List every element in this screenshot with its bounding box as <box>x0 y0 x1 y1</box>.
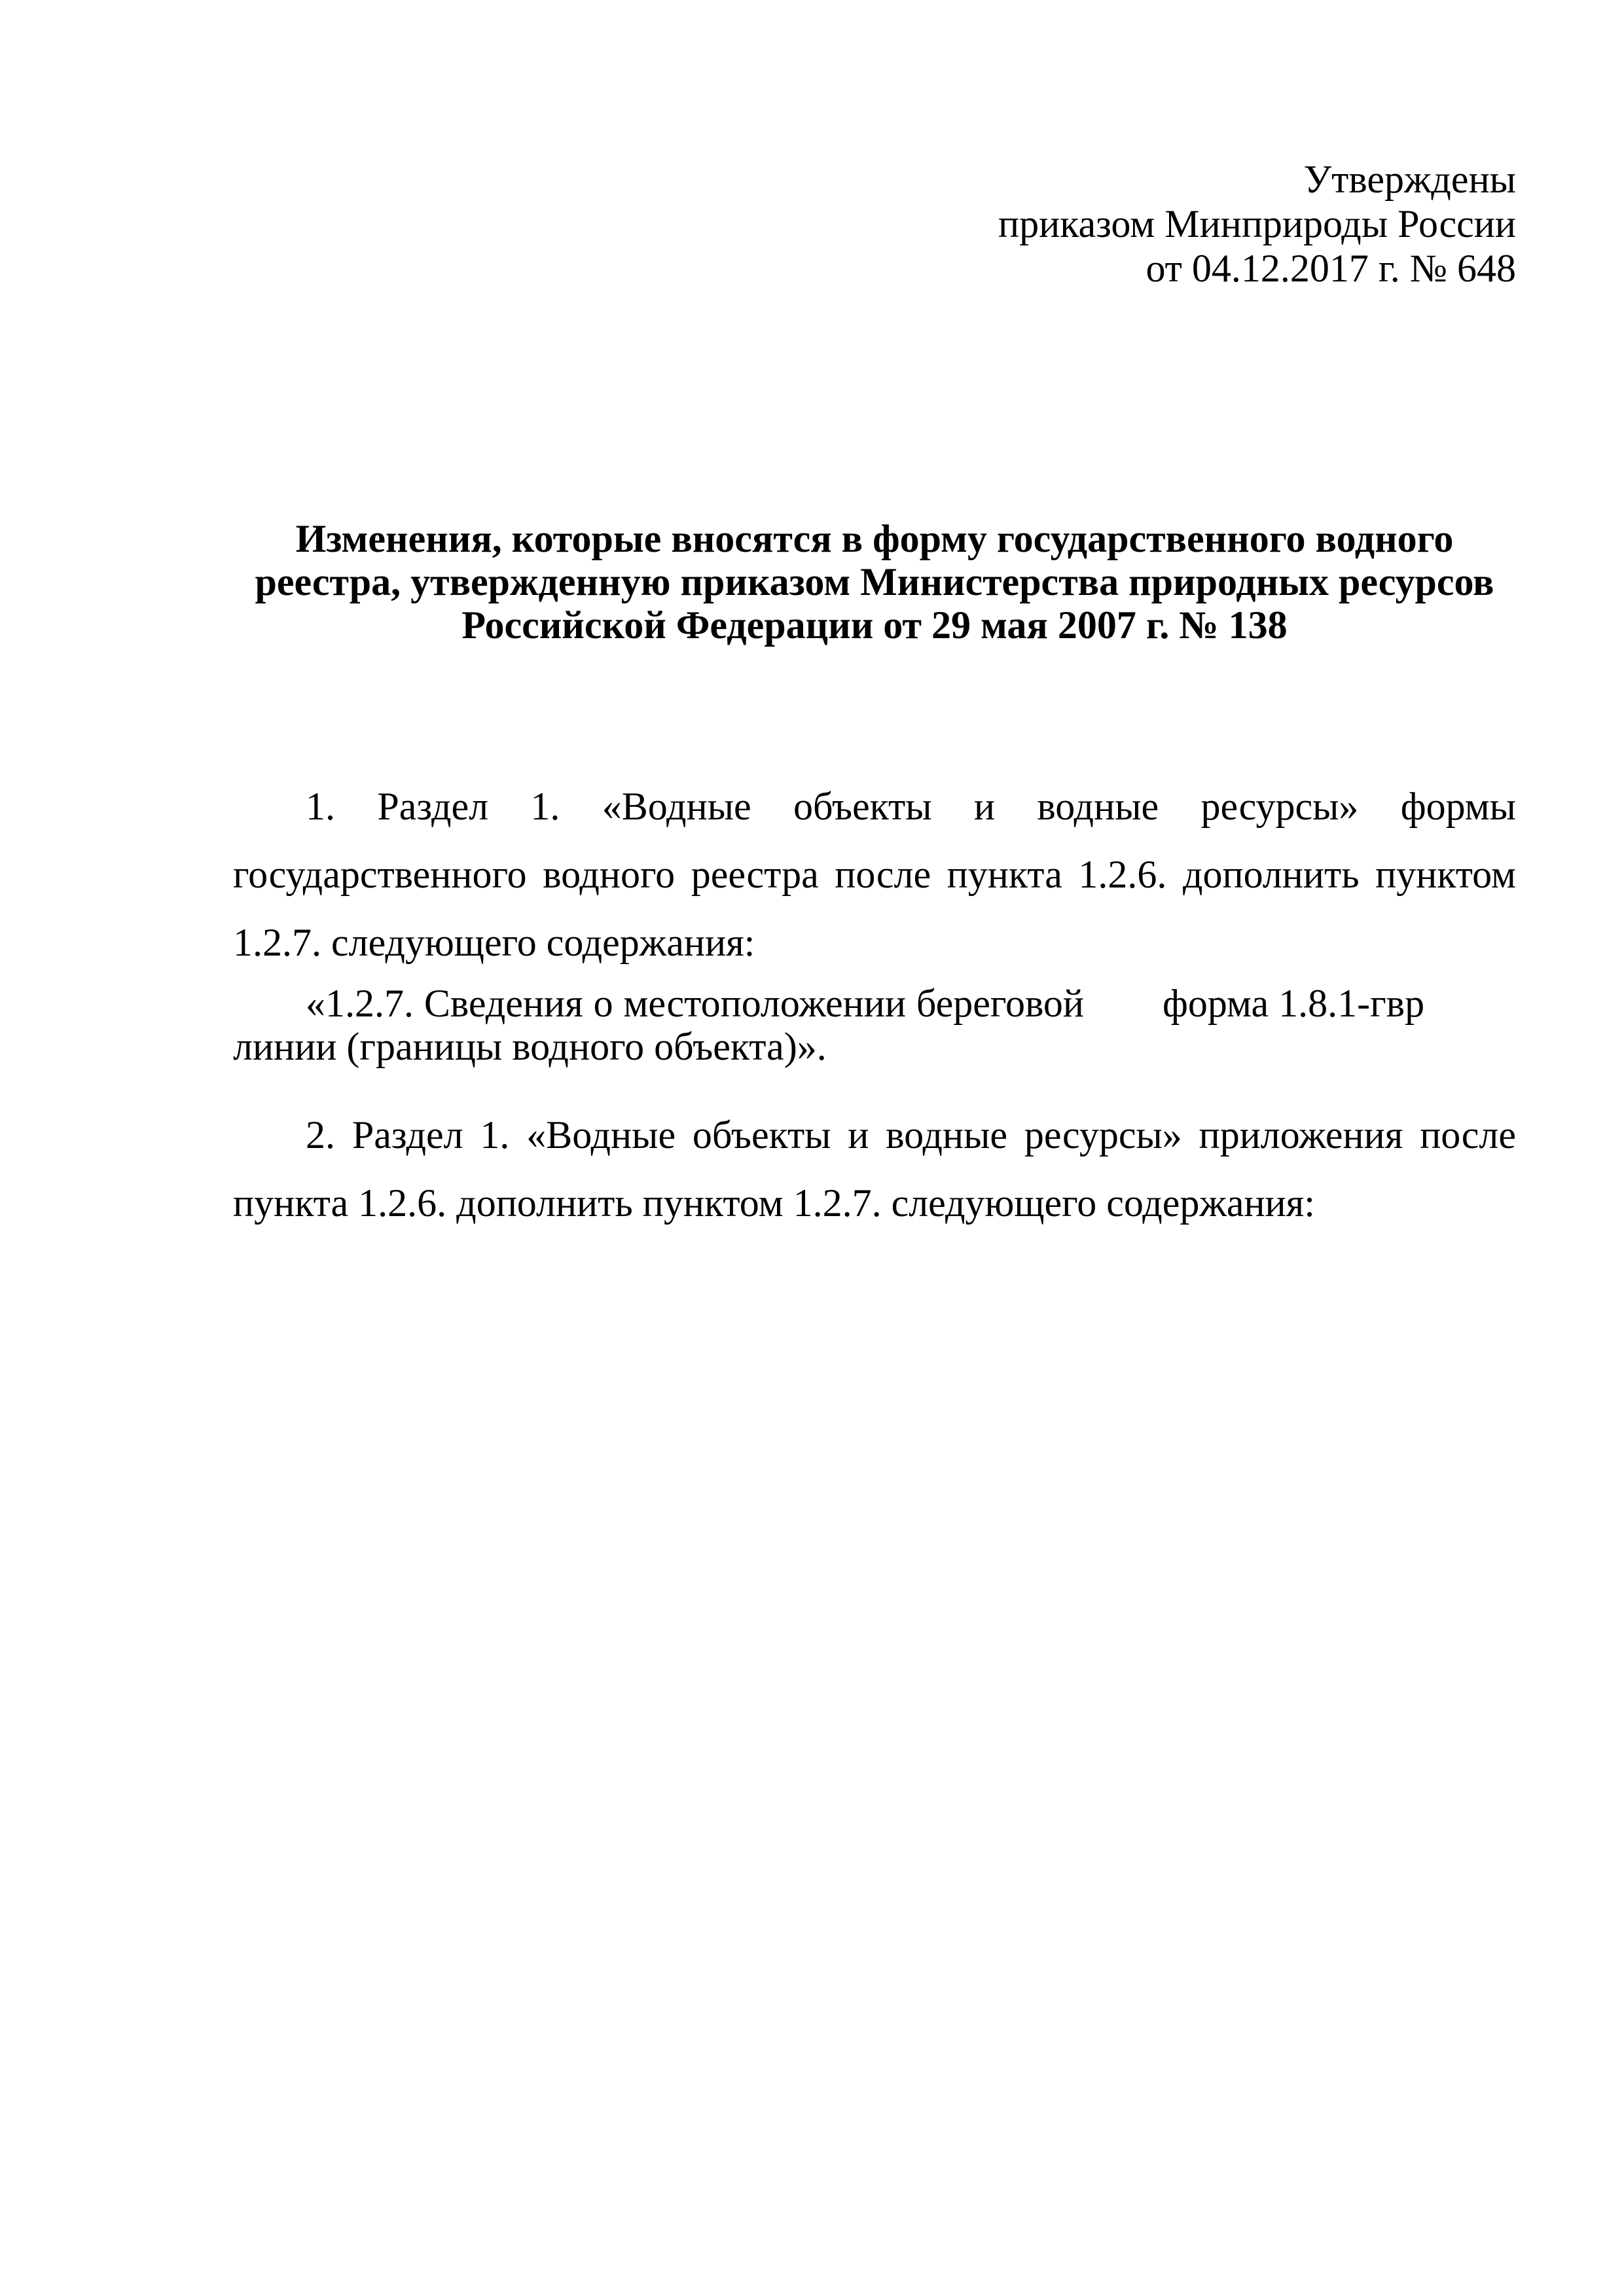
approval-line: приказом Минприроды России <box>998 202 1516 245</box>
document-title <box>233 517 1516 647</box>
form-reference: форма 1.8.1-гвр <box>1163 982 1425 1025</box>
quote-line: «1.2.7. Сведения о местоположении береговой <box>306 982 1084 1025</box>
document-body <box>233 772 1516 1237</box>
approval-block <box>998 157 1516 291</box>
title-line: реестра, утвержденную приказом Министерства природных ресурсов <box>255 560 1494 603</box>
approval-line: Утверждены <box>1303 158 1516 201</box>
quote-line: линии (границы водного объекта)». <box>233 1025 827 1068</box>
title-line: Российской Федерации от 29 мая 2007 г. № 138 <box>461 603 1288 647</box>
approval-line: от 04.12.2017 г. № 648 <box>1146 247 1516 290</box>
quoted-item <box>233 982 1516 1068</box>
paragraph-1: 1. Раздел 1. «Водные объекты и водные ресурсы» формы государственного водного реестра после пункта 1.2.6. дополнить пунктом 1.2.7. следующего содержания: <box>233 785 1516 964</box>
paragraph-2: 2. Раздел 1. «Водные объекты и водные ресурсы» приложения после пункта 1.2.6. дополнить пунктом 1.2.7. следующего содержания: <box>233 1113 1516 1225</box>
title-line: Изменения, которые вносятся в форму государственного водного <box>295 517 1454 560</box>
